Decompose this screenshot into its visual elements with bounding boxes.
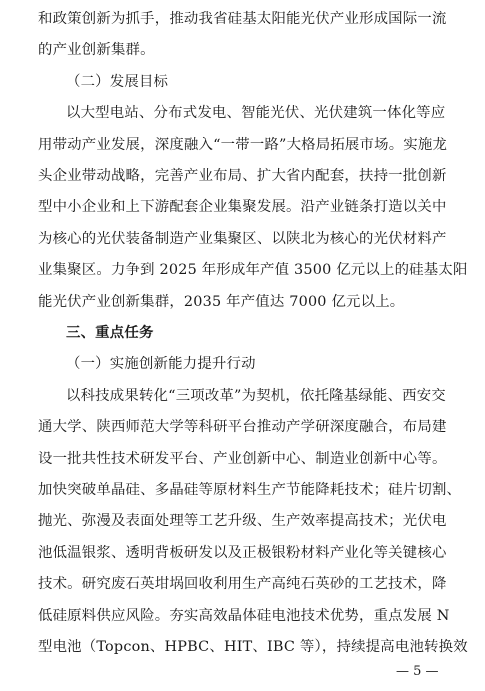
section-heading-development-goals: （二）发展目标 bbox=[66, 73, 169, 90]
body-text-line: 设一批共性技术研发平台、产业创新中心、制造业创新中心等。 bbox=[38, 450, 447, 467]
body-text-line: 通大学、陕西师范大学等科研平台推动产学研深度融合，布局建 bbox=[38, 419, 447, 436]
body-text-line: 技术。研究废石英坩埚回收利用生产高纯石英砂的工艺技术，降 bbox=[38, 576, 447, 593]
body-text-line: 业集聚区。力争到 2025 年形成年产值 3500 亿元以上的硅基太阳 bbox=[38, 262, 468, 279]
body-text-line: 型中小企业和上下游配套企业集聚发展。沿产业链条打造以关中 bbox=[38, 199, 447, 216]
body-text-line: 的产业创新集群。 bbox=[38, 42, 155, 59]
body-text-line: 池低温银浆、透明背板研发以及正极银粉材料产业化等关键核心 bbox=[38, 544, 447, 561]
body-text-line: 型电池（Topcon、HPBC、HIT、IBC 等），持续提高电池转换效 bbox=[38, 639, 468, 655]
body-text-line: 为核心的光伏装备制造产业集聚区、以陕北为核心的光伏材料产 bbox=[38, 230, 447, 247]
body-text-line: 用带动产业发展，深度融入“一带一路”大格局拓展市场。实施龙 bbox=[38, 136, 448, 153]
body-text-line: 头企业带动战略，完善产业布局、扩大省内配套，扶持一批创新 bbox=[38, 168, 447, 184]
section-heading-key-tasks: 三、重点任务 bbox=[66, 325, 154, 341]
page-number: — 5 — bbox=[396, 664, 439, 679]
body-text-line: 和政策创新为抓手，推动我省硅基太阳能光伏产业形成国际一流 bbox=[38, 11, 447, 27]
body-text-line: 低硅原料供应风险。夯实高效晶体硅电池技术优势，重点发展 N bbox=[38, 607, 450, 624]
body-text-line: 抛光、弥漫及表面处理等工艺升级、生产效率提高技术；光伏电 bbox=[38, 513, 447, 530]
body-text-line: 以大型电站、分布式发电、智能光伏、光伏建筑一体化等应 bbox=[66, 105, 446, 122]
body-text-line: 加快突破单晶硅、多晶硅等原材料生产节能降耗技术；硅片切割、 bbox=[38, 482, 462, 498]
body-text-line: 能光伏产业创新集群，2035 年产值达 7000 亿元以上。 bbox=[38, 293, 405, 310]
body-text-line: 以科技成果转化“三项改革”为契机，依托隆基绿能、西安交 bbox=[66, 387, 446, 404]
subsection-heading-innovation: （一）实施创新能力提升行动 bbox=[66, 356, 256, 373]
